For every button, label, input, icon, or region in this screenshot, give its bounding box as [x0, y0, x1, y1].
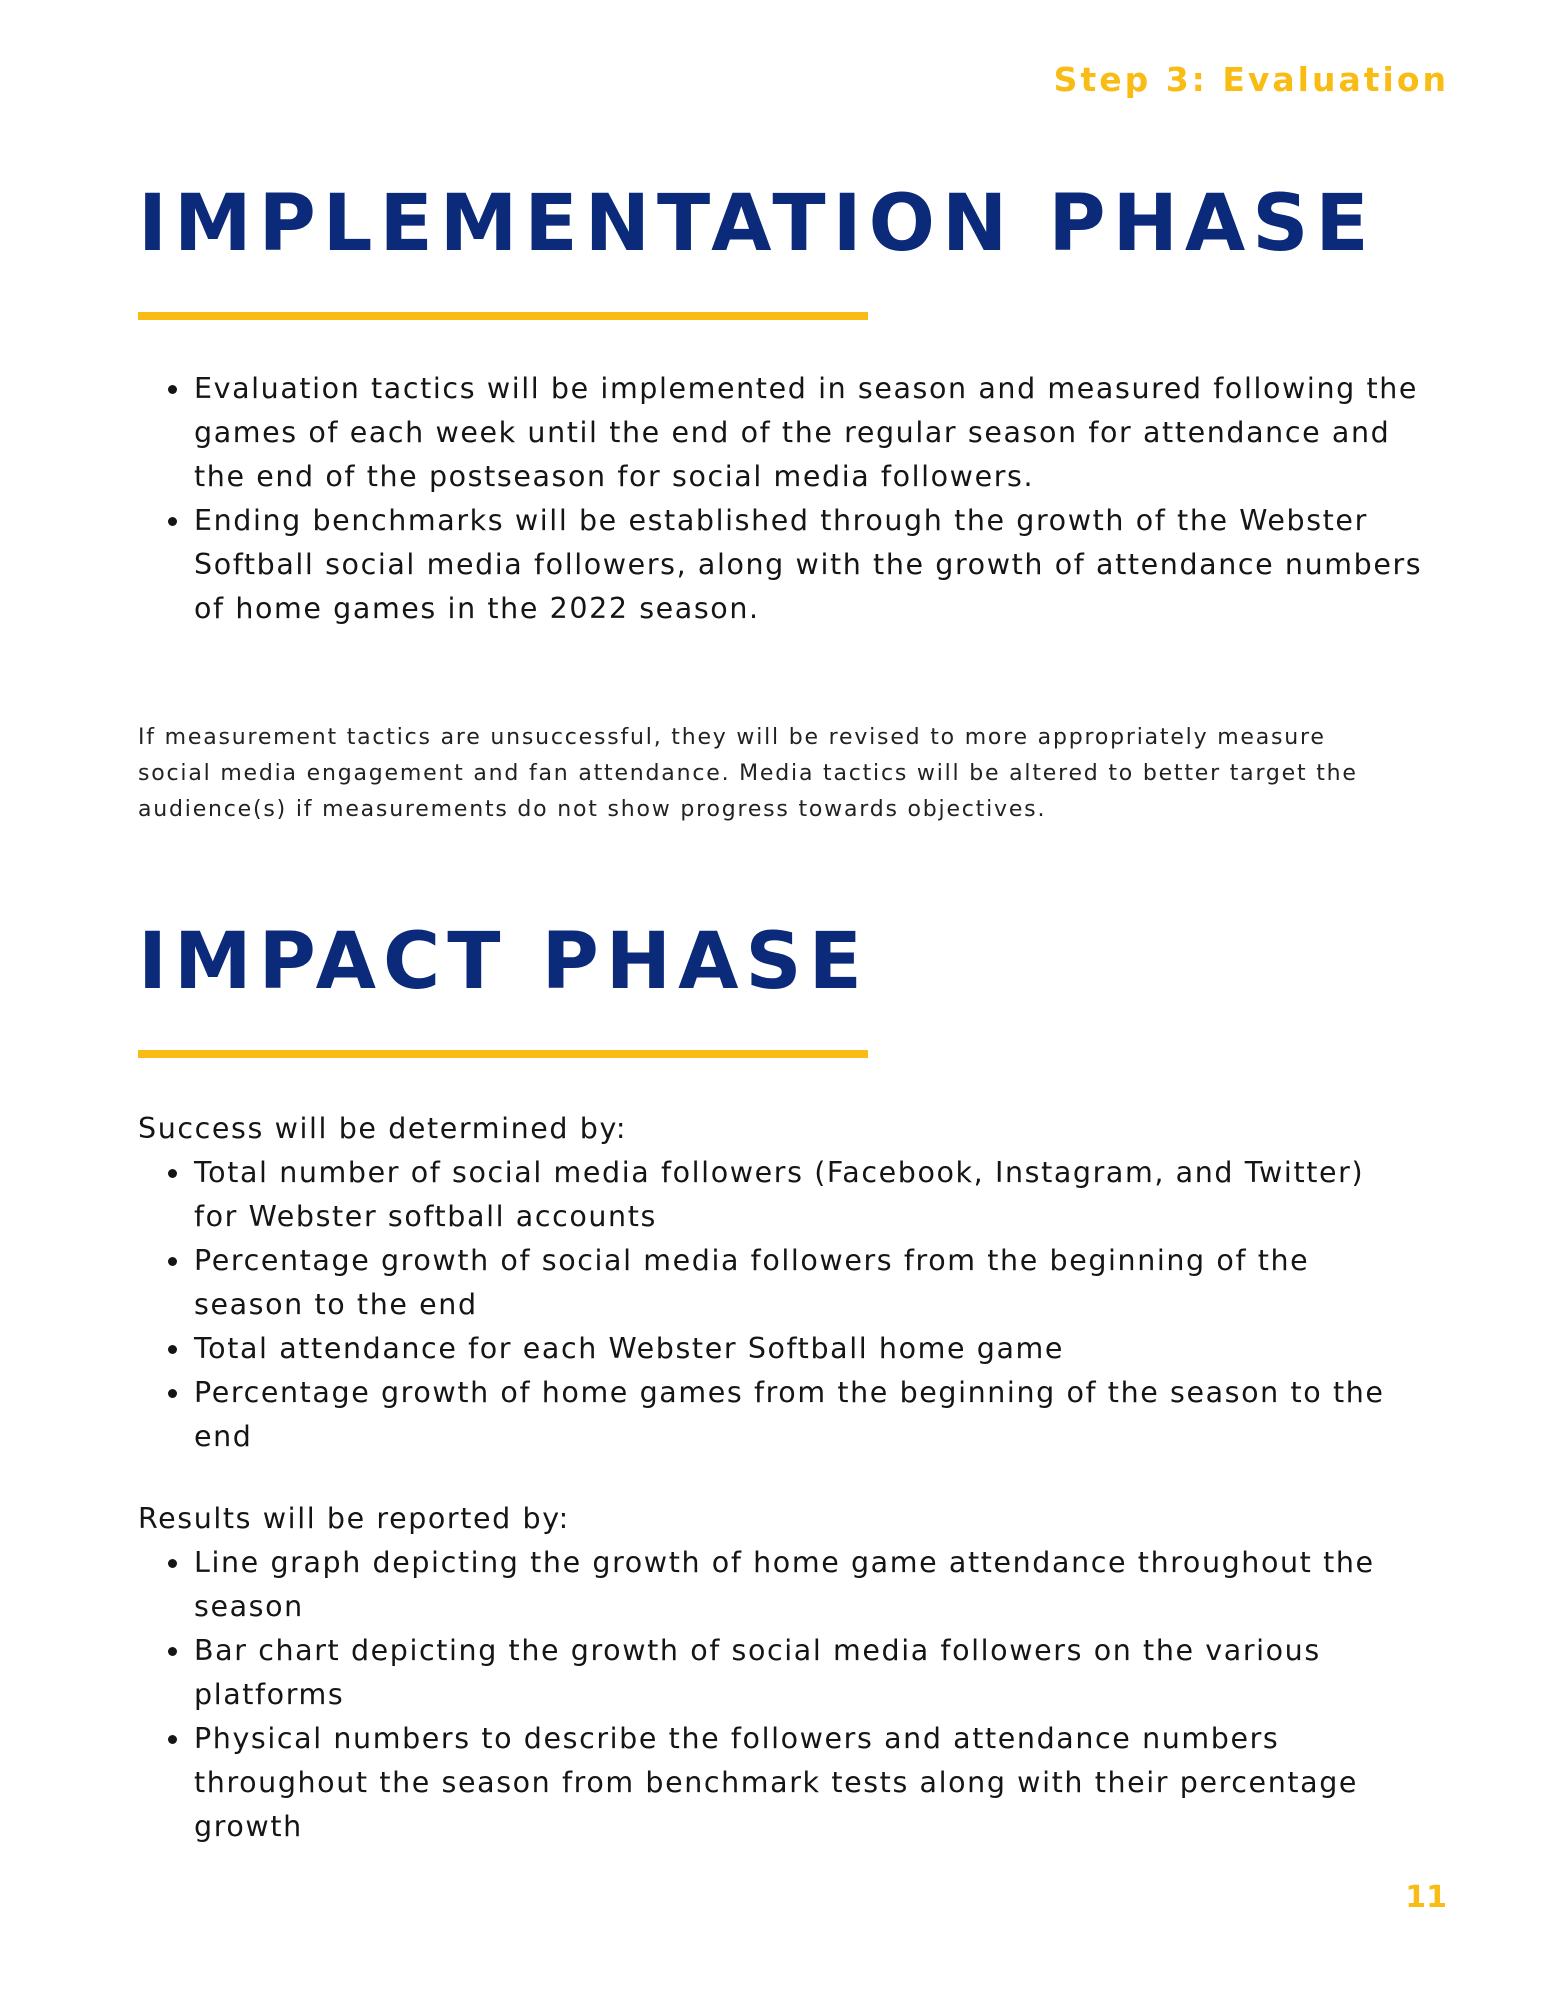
list-item: • Bar chart depicting the growth of social media followers on the various platforms — [192, 1629, 1398, 1717]
list-item: • Physical numbers to describe the followers and attendance numbers throughout the season from benchmark tests along with their percentage growth — [192, 1717, 1398, 1849]
page-number: 11 — [1405, 1880, 1447, 1915]
impact-heading: IMPACT PHASE — [138, 917, 869, 1007]
step-label: Step 3: Evaluation — [1053, 60, 1449, 99]
list-item: • Line graph depicting the growth of home game attendance throughout the season — [192, 1541, 1398, 1629]
implementation-heading: IMPLEMENTATION PHASE — [138, 179, 1376, 269]
results-lead: Results will be reported by: — [138, 1502, 570, 1535]
success-bullet-list — [138, 1151, 1398, 1459]
list-item: • Percentage growth of home games from the beginning of the season to the end — [192, 1371, 1398, 1459]
impact-divider — [138, 1050, 868, 1058]
implementation-bullet-list — [138, 367, 1442, 631]
list-item: • Total attendance for each Webster Softball home game — [192, 1327, 1398, 1371]
success-criteria-block — [138, 1107, 1398, 1459]
implementation-note: If measurement tactics are unsuccessful, they will be revised to more appropriately measure social media engagement and fan attendance. Media tactics will be altered to better target the audience(s) if measurements do not show progress towards objectives. — [138, 725, 1358, 822]
results-reporting-block — [138, 1497, 1398, 1849]
list-item: • Evaluation tactics will be implemented in season and measured following the games of each week until the end of the regular season for attendance and the end of the postseason for social media followers. — [192, 367, 1442, 499]
results-bullet-list — [138, 1541, 1398, 1849]
list-item: • Percentage growth of social media followers from the beginning of the season to the end — [192, 1239, 1398, 1327]
list-item: • Total number of social media followers (Facebook, Instagram, and Twitter) for Webster softball accounts — [192, 1151, 1398, 1239]
implementation-divider — [138, 312, 868, 320]
list-item: • Ending benchmarks will be established through the growth of the Webster Softball social media followers, along with the growth of attendance numbers of home games in the 2022 season. — [192, 499, 1442, 631]
success-lead: Success will be determined by: — [138, 1112, 628, 1145]
